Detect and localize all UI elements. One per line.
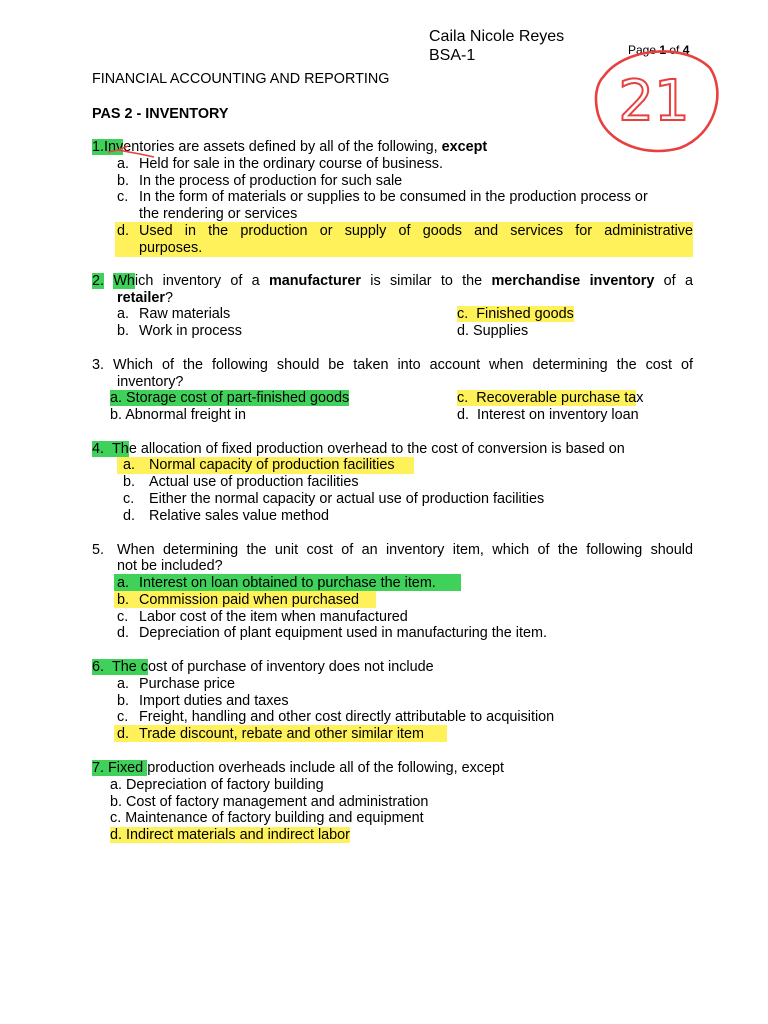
question-3-line2: inventory?	[117, 374, 184, 390]
student-name: Caila Nicole Reyes	[429, 28, 565, 45]
q1-except: except	[441, 139, 488, 155]
question-4	[92, 441, 625, 457]
q3-option-a: a. Storage cost of part-finished goods	[110, 390, 350, 406]
q4-option-c-label: c.	[123, 491, 135, 507]
q3-option-b: b. Abnormal freight in	[110, 407, 246, 423]
q3-option-d-label: d.	[457, 407, 470, 423]
q3-number: 3.	[92, 357, 105, 373]
q4-option-c: Either the normal capacity or actual use of production facilities	[149, 491, 545, 507]
q2-manufacturer: manufacturer	[268, 273, 361, 289]
q3-option-c	[457, 390, 643, 406]
q1-option-b-label: b.	[117, 173, 130, 189]
q5-option-c: Labor cost of the item when manufactured	[139, 609, 408, 625]
q7-option-a: a. Depreciation of factory building	[110, 777, 324, 793]
q1-option-d-line1: Used in the production or supply of goods and services for administrative	[139, 223, 693, 239]
q1-option-c-line2: the rendering or services	[139, 206, 298, 222]
q2-option-c	[457, 306, 574, 322]
q2-option-d-label: d.	[457, 323, 470, 339]
question-2-line2	[117, 290, 173, 306]
q5-option-a: Interest on loan obtained to purchase the item.	[139, 575, 436, 591]
q7-highlight: 7. Fixed	[92, 760, 148, 776]
q6-option-d: Trade discount, rebate and other similar item	[139, 726, 425, 742]
q4-option-d: Relative sales value method	[149, 508, 329, 524]
q6-option-b: Import duties and taxes	[139, 693, 289, 709]
q2-option-c-label: c.	[457, 306, 469, 322]
q4-number: 4.	[92, 441, 105, 457]
q7-option-d: d. Indirect materials and indirect labor	[110, 827, 350, 843]
q4-highlight: Th	[112, 441, 129, 457]
q1-text: entories are assets defined by all of the following,	[123, 139, 442, 155]
question-2-line1	[92, 273, 693, 289]
question-7	[92, 760, 504, 776]
q1-number: 1.	[92, 139, 105, 155]
page-of: of	[666, 43, 683, 57]
q4-text: e allocation of fixed production overhead to the cost of conversion is based on	[128, 441, 625, 457]
q2-text-2: is similar to the	[360, 273, 492, 289]
question-5-line1: When determining the unit cost of an inventory item, which of the following should	[117, 542, 693, 558]
q1-option-b: In the process of production for such sale	[139, 173, 403, 189]
q2-option-a: Raw materials	[139, 306, 231, 322]
page-current: 1	[659, 43, 667, 57]
q6-option-a-label: a.	[117, 676, 130, 692]
q2-highlight: Wh	[113, 273, 135, 289]
q2-text-1: ich inventory of a	[134, 273, 269, 289]
q5-option-b-label: b.	[117, 592, 130, 608]
q1-option-c-label: c.	[117, 189, 129, 205]
q5-number: 5.	[92, 542, 105, 558]
q6-option-a: Purchase price	[139, 676, 235, 692]
q3-option-d	[457, 407, 639, 423]
q6-option-c-label: c.	[117, 709, 129, 725]
course-title: FINANCIAL ACCOUNTING AND REPORTING	[92, 71, 390, 87]
q2-text-3: of a	[654, 273, 693, 289]
q2-option-c-text: Finished goods	[476, 306, 574, 322]
q3-option-d-text: Interest on inventory loan	[477, 407, 639, 423]
q5-option-d: Depreciation of plant equipment used in manufacturing the item.	[139, 625, 547, 641]
q2-number: 2.	[92, 273, 105, 289]
q2-question-mark: ?	[165, 290, 174, 306]
q3-option-c-rest: x	[636, 390, 644, 406]
q1-option-d-line2: purposes.	[139, 240, 203, 256]
q3-option-c-label: c.	[457, 390, 469, 406]
q6-option-d-label: d.	[117, 726, 130, 742]
q5-option-c-label: c.	[117, 609, 129, 625]
q7-option-b: b. Cost of factory management and administration	[110, 794, 429, 810]
q2-retailer: retailer	[117, 290, 165, 306]
q4-option-a: Normal capacity of production facilities	[149, 457, 395, 473]
question-3-line1	[92, 357, 693, 373]
q7-text: production overheads include all of the following, except	[147, 760, 504, 776]
q2-merchandise-inventory: merchandise inventory	[491, 273, 655, 289]
q5-option-a-label: a.	[117, 575, 130, 591]
q5-option-b: Commission paid when purchased	[139, 592, 359, 608]
q2-option-b: Work in process	[139, 323, 242, 339]
q6-option-b-label: b.	[117, 693, 130, 709]
q1-option-a: Held for sale in the ordinary course of business.	[139, 156, 443, 172]
student-section: BSA-1	[429, 47, 476, 64]
q6-number: 6.	[92, 659, 105, 675]
score-text: 21	[618, 69, 690, 134]
q2-option-d-text: Supplies	[473, 323, 529, 339]
q1-option-a-label: a.	[117, 156, 130, 172]
q5-option-d-label: d.	[117, 625, 130, 641]
q6-highlight: The c	[112, 659, 149, 675]
q3-text-1: Which of the following should be taken into account when determining the cost of	[113, 357, 693, 373]
q2-option-b-label: b.	[117, 323, 130, 339]
q6-text: ost of purchase of inventory does not include	[148, 659, 434, 675]
q7-option-c: c. Maintenance of factory building and equipment	[110, 810, 424, 826]
q3-option-c-highlighted: Recoverable purchase ta	[476, 390, 637, 406]
q1-option-d-label: d.	[117, 223, 130, 239]
topic-title: PAS 2 - INVENTORY	[92, 106, 229, 122]
q4-option-b: Actual use of production facilities	[149, 474, 359, 490]
q1-option-c-line1: In the form of materials or supplies to be consumed in the production process or	[139, 189, 648, 205]
q1-highlight: Inv	[104, 139, 124, 155]
q2-option-a-label: a.	[117, 306, 130, 322]
page-prefix: Page	[628, 43, 660, 57]
question-5-line2: not be included?	[117, 558, 223, 574]
question-6	[92, 659, 434, 675]
q4-option-b-label: b.	[123, 474, 136, 490]
page-total: 4	[682, 43, 690, 57]
q6-option-c: Freight, handling and other cost directly attributable to acquisition	[139, 709, 555, 725]
q2-option-d	[457, 323, 528, 339]
q4-option-a-label: a.	[123, 457, 136, 473]
q4-option-d-label: d.	[123, 508, 136, 524]
handwritten-score	[584, 38, 724, 156]
